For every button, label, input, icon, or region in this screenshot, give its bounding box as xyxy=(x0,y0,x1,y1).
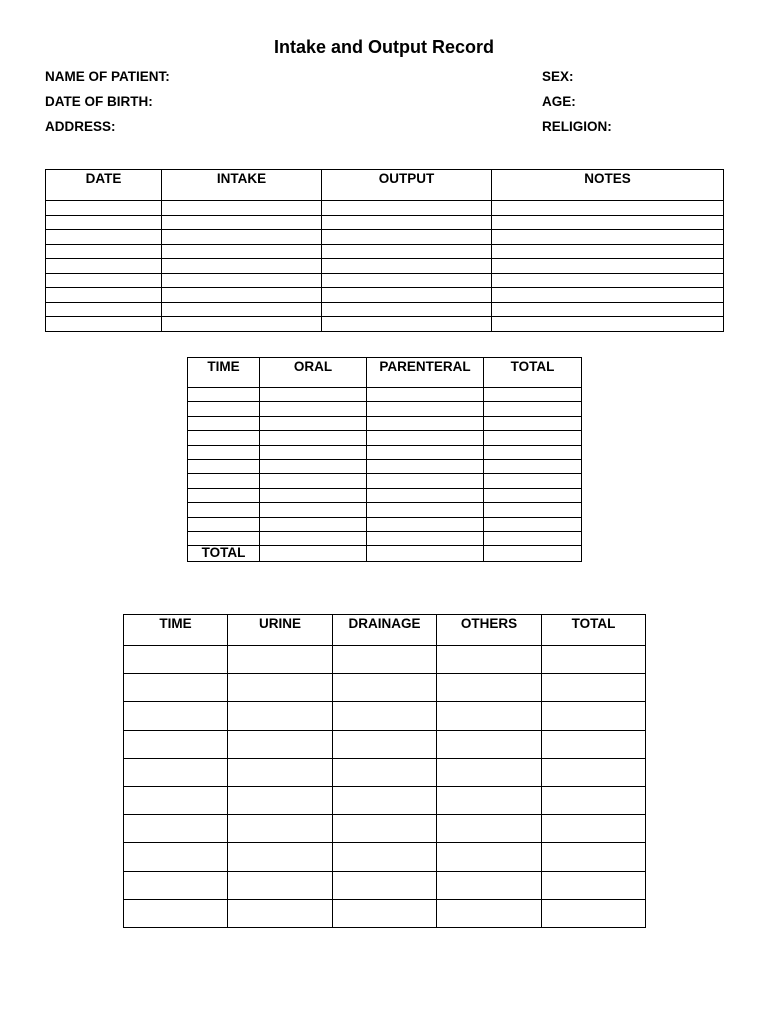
table-cell[interactable] xyxy=(322,273,492,288)
table-cell[interactable] xyxy=(542,899,646,927)
intake-row xyxy=(188,531,582,545)
table-cell[interactable] xyxy=(188,445,260,459)
table-cell[interactable] xyxy=(228,786,333,814)
table-cell[interactable] xyxy=(437,786,542,814)
column-header-output: OUTPUT xyxy=(322,170,492,201)
intake-row xyxy=(188,459,582,473)
sex-label: SEX: xyxy=(542,69,574,84)
table-cell[interactable] xyxy=(124,899,228,927)
table-cell[interactable] xyxy=(367,416,484,430)
table-cell[interactable] xyxy=(162,259,322,274)
table-cell[interactable] xyxy=(492,302,724,317)
table-cell[interactable] xyxy=(542,843,646,871)
table-cell[interactable] xyxy=(260,546,367,562)
table-cell[interactable] xyxy=(46,259,162,274)
table-cell[interactable] xyxy=(260,474,367,488)
table-cell[interactable] xyxy=(367,517,484,531)
table-cell[interactable] xyxy=(484,431,582,445)
table-cell[interactable] xyxy=(228,899,333,927)
summary-row xyxy=(46,273,724,288)
table-cell[interactable] xyxy=(437,702,542,730)
table-cell[interactable] xyxy=(46,244,162,259)
table-cell[interactable] xyxy=(367,402,484,416)
table-cell[interactable] xyxy=(260,503,367,517)
table-cell[interactable] xyxy=(260,388,367,402)
summary-header-row xyxy=(46,170,724,201)
output-row xyxy=(124,646,646,674)
table-cell[interactable] xyxy=(484,445,582,459)
table-cell[interactable] xyxy=(542,871,646,899)
intake-row xyxy=(188,416,582,430)
table-cell[interactable] xyxy=(322,201,492,216)
table-cell[interactable] xyxy=(124,871,228,899)
table-cell[interactable] xyxy=(437,730,542,758)
summary-table xyxy=(45,169,724,332)
table-cell[interactable] xyxy=(484,459,582,473)
table-cell[interactable] xyxy=(162,302,322,317)
table-cell[interactable] xyxy=(333,843,437,871)
column-header-parenteral: PARENTERAL xyxy=(367,358,484,388)
table-cell[interactable] xyxy=(124,646,228,674)
table-cell[interactable] xyxy=(367,388,484,402)
table-cell[interactable] xyxy=(542,758,646,786)
summary-row xyxy=(46,230,724,245)
table-cell[interactable] xyxy=(162,201,322,216)
table-cell[interactable] xyxy=(333,871,437,899)
table-cell[interactable] xyxy=(542,702,646,730)
table-cell[interactable] xyxy=(367,459,484,473)
output-row xyxy=(124,758,646,786)
table-cell[interactable] xyxy=(333,815,437,843)
table-cell[interactable] xyxy=(260,517,367,531)
table-cell[interactable] xyxy=(322,288,492,303)
patient-name-label: NAME OF PATIENT: xyxy=(45,69,170,84)
intake-row xyxy=(188,488,582,502)
table-cell[interactable] xyxy=(367,503,484,517)
table-cell[interactable] xyxy=(333,730,437,758)
table-cell[interactable] xyxy=(542,646,646,674)
table-cell[interactable] xyxy=(162,317,322,332)
table-cell[interactable] xyxy=(542,674,646,702)
output-row xyxy=(124,674,646,702)
intake-row xyxy=(188,517,582,531)
table-cell[interactable] xyxy=(228,758,333,786)
table-cell[interactable] xyxy=(484,474,582,488)
table-cell[interactable] xyxy=(333,674,437,702)
table-cell[interactable] xyxy=(124,758,228,786)
table-cell[interactable] xyxy=(333,702,437,730)
table-cell[interactable] xyxy=(484,531,582,545)
table-cell[interactable] xyxy=(367,546,484,562)
table-cell[interactable] xyxy=(260,488,367,502)
intake-row xyxy=(188,402,582,416)
table-cell[interactable] xyxy=(228,702,333,730)
table-cell[interactable] xyxy=(484,546,582,562)
table-cell[interactable] xyxy=(46,317,162,332)
table-cell[interactable] xyxy=(124,730,228,758)
table-cell[interactable] xyxy=(162,244,322,259)
table-cell[interactable] xyxy=(188,416,260,430)
table-cell[interactable] xyxy=(484,402,582,416)
intake-row xyxy=(188,474,582,488)
table-cell[interactable] xyxy=(228,730,333,758)
table-cell[interactable] xyxy=(484,503,582,517)
table-cell[interactable] xyxy=(124,702,228,730)
table-cell[interactable] xyxy=(46,230,162,245)
intake-row xyxy=(188,503,582,517)
summary-row xyxy=(46,302,724,317)
table-cell[interactable] xyxy=(492,244,724,259)
summary-row xyxy=(46,317,724,332)
output-row xyxy=(124,843,646,871)
output-row xyxy=(124,871,646,899)
table-cell[interactable] xyxy=(542,786,646,814)
table-cell[interactable] xyxy=(437,899,542,927)
date-of-birth-label: DATE OF BIRTH: xyxy=(45,94,153,109)
table-cell[interactable] xyxy=(492,215,724,230)
table-cell[interactable] xyxy=(484,517,582,531)
table-cell[interactable] xyxy=(492,259,724,274)
intake-row xyxy=(188,445,582,459)
column-header-urine: URINE xyxy=(228,615,333,646)
table-cell[interactable] xyxy=(260,445,367,459)
output-table xyxy=(123,614,646,928)
table-cell[interactable] xyxy=(542,815,646,843)
table-cell[interactable] xyxy=(322,244,492,259)
table-cell[interactable] xyxy=(188,488,260,502)
intake-row xyxy=(188,431,582,445)
summary-row xyxy=(46,215,724,230)
table-cell[interactable] xyxy=(188,388,260,402)
table-cell[interactable] xyxy=(367,531,484,545)
table-cell[interactable] xyxy=(333,646,437,674)
summary-row xyxy=(46,288,724,303)
table-cell[interactable] xyxy=(228,815,333,843)
age-label: AGE: xyxy=(542,94,576,109)
table-cell[interactable] xyxy=(367,431,484,445)
column-header-intake-total: TOTAL xyxy=(484,358,582,388)
religion-label: RELIGION: xyxy=(542,119,612,134)
table-cell[interactable] xyxy=(260,459,367,473)
table-cell[interactable] xyxy=(492,201,724,216)
table-cell[interactable] xyxy=(322,215,492,230)
table-cell[interactable] xyxy=(333,786,437,814)
table-cell[interactable] xyxy=(484,488,582,502)
table-cell[interactable] xyxy=(46,201,162,216)
table-cell[interactable] xyxy=(484,416,582,430)
table-cell[interactable] xyxy=(162,288,322,303)
table-cell[interactable] xyxy=(188,531,260,545)
table-cell[interactable] xyxy=(188,431,260,445)
table-cell[interactable] xyxy=(322,230,492,245)
table-cell[interactable] xyxy=(46,273,162,288)
output-row xyxy=(124,899,646,927)
column-header-intake: INTAKE xyxy=(162,170,322,201)
intake-total-row xyxy=(188,546,582,562)
table-cell[interactable] xyxy=(492,273,724,288)
table-cell[interactable] xyxy=(46,302,162,317)
table-cell[interactable] xyxy=(367,445,484,459)
table-cell[interactable] xyxy=(437,843,542,871)
column-header-time: TIME xyxy=(188,358,260,388)
table-cell[interactable] xyxy=(188,503,260,517)
column-header-oral: ORAL xyxy=(260,358,367,388)
table-cell[interactable] xyxy=(188,517,260,531)
table-cell[interactable] xyxy=(437,815,542,843)
table-cell[interactable] xyxy=(124,815,228,843)
address-label: ADDRESS: xyxy=(45,119,116,134)
table-cell[interactable] xyxy=(162,230,322,245)
table-cell[interactable] xyxy=(542,730,646,758)
summary-row xyxy=(46,244,724,259)
table-cell[interactable] xyxy=(124,843,228,871)
intake-total-label: TOTAL xyxy=(188,546,260,562)
table-cell[interactable] xyxy=(124,786,228,814)
output-row xyxy=(124,730,646,758)
table-cell[interactable] xyxy=(188,474,260,488)
column-header-others: OTHERS xyxy=(437,615,542,646)
table-cell[interactable] xyxy=(437,871,542,899)
table-cell[interactable] xyxy=(437,758,542,786)
table-cell[interactable] xyxy=(437,674,542,702)
column-header-notes: NOTES xyxy=(492,170,724,201)
column-header-output-total: TOTAL xyxy=(542,615,646,646)
table-cell[interactable] xyxy=(162,273,322,288)
summary-row xyxy=(46,201,724,216)
column-header-date: DATE xyxy=(46,170,162,201)
table-cell[interactable] xyxy=(437,646,542,674)
table-cell[interactable] xyxy=(162,215,322,230)
table-cell[interactable] xyxy=(484,388,582,402)
table-cell[interactable] xyxy=(322,259,492,274)
table-cell[interactable] xyxy=(492,317,724,332)
column-header-drainage: DRAINAGE xyxy=(333,615,437,646)
intake-row xyxy=(188,388,582,402)
intake-header-row xyxy=(188,358,582,388)
output-row xyxy=(124,702,646,730)
page-title: Intake and Output Record xyxy=(273,37,495,57)
table-cell[interactable] xyxy=(228,871,333,899)
table-cell[interactable] xyxy=(333,758,437,786)
table-cell[interactable] xyxy=(367,488,484,502)
intake-table xyxy=(187,357,582,562)
table-cell[interactable] xyxy=(188,459,260,473)
column-header-time: TIME xyxy=(124,615,228,646)
table-cell[interactable] xyxy=(322,317,492,332)
table-cell[interactable] xyxy=(260,431,367,445)
table-cell[interactable] xyxy=(228,843,333,871)
table-cell[interactable] xyxy=(124,674,228,702)
output-header-row xyxy=(124,615,646,646)
table-cell[interactable] xyxy=(228,646,333,674)
table-cell[interactable] xyxy=(492,230,724,245)
table-cell[interactable] xyxy=(46,215,162,230)
table-cell[interactable] xyxy=(333,899,437,927)
table-cell[interactable] xyxy=(228,674,333,702)
table-cell[interactable] xyxy=(260,416,367,430)
table-cell[interactable] xyxy=(46,288,162,303)
output-row xyxy=(124,815,646,843)
table-cell[interactable] xyxy=(367,474,484,488)
output-row xyxy=(124,786,646,814)
table-cell[interactable] xyxy=(492,288,724,303)
table-cell[interactable] xyxy=(260,531,367,545)
table-cell[interactable] xyxy=(322,302,492,317)
summary-row xyxy=(46,259,724,274)
table-cell[interactable] xyxy=(188,402,260,416)
table-cell[interactable] xyxy=(260,402,367,416)
